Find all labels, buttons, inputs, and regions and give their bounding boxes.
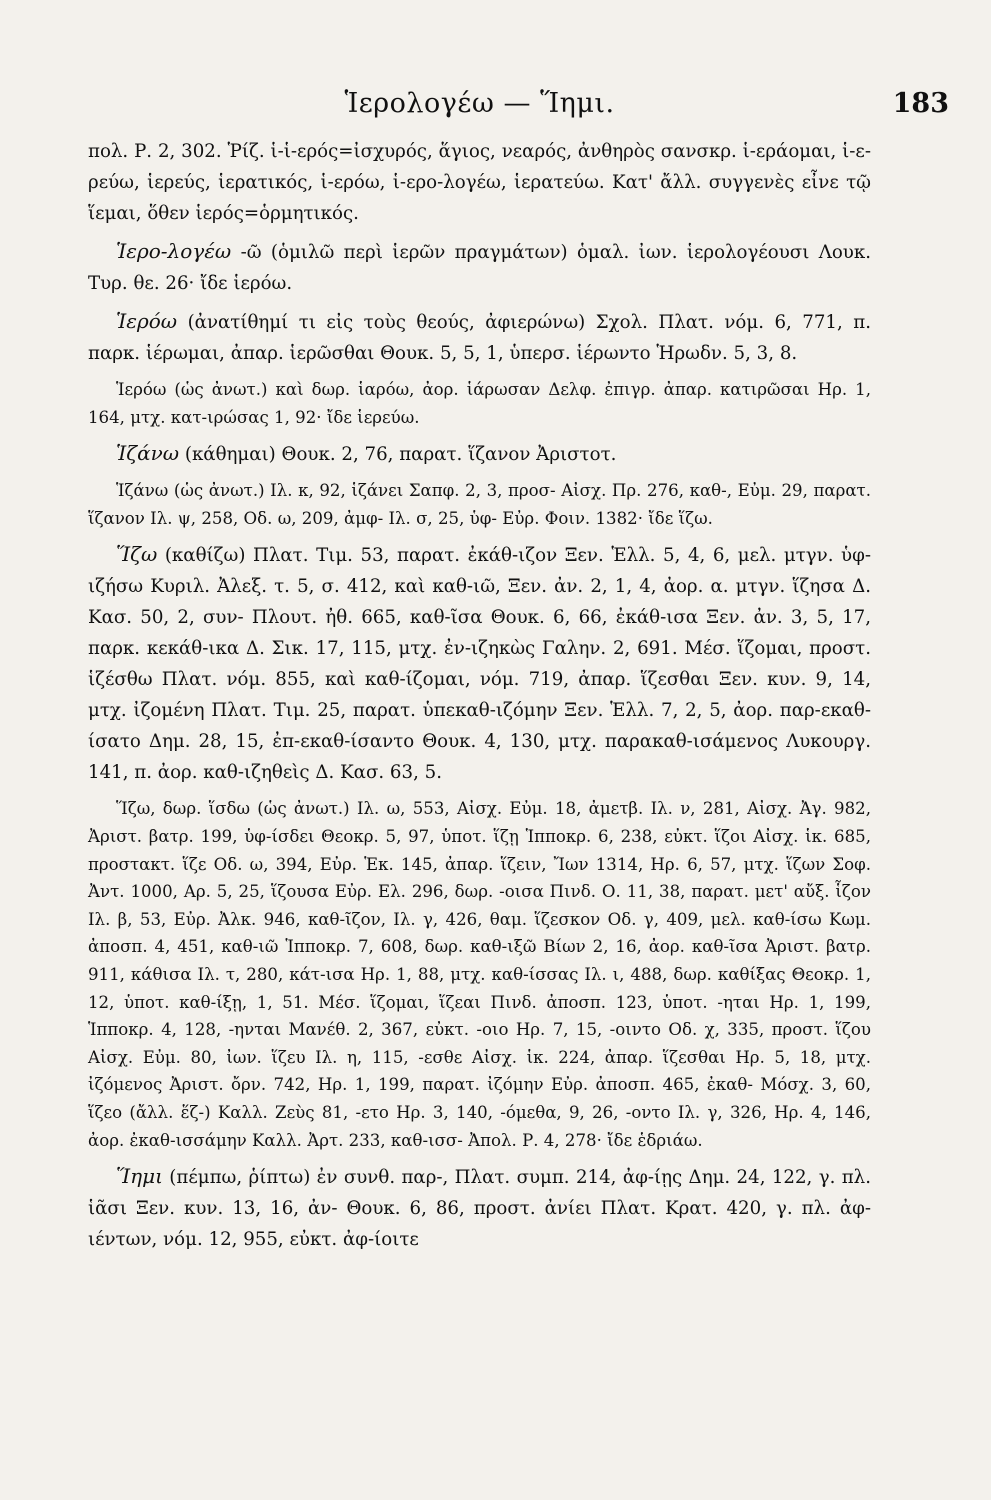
dictionary-entries <box>88 136 871 1255</box>
entry-text: (καθίζω) Πλατ. Τιμ. 53, παρατ. ἐκάθ-ιζον Ξεν. Ἑλλ. 5, 4, 6, μελ. μτγν. ὑφ-ιζήσω Κυριλ. Ἀλεξ. τ. 5, σ. 412, καὶ καθ-ιῶ, Ξεν. ἀν. 2, 1, 4, ἀορ. α. μτγν. ἵζησα Δ. Κασ. 50, 2, συν- Πλουτ. ἠθ. 665, καθ-ῖσα Θουκ. 6, 66, ἐκάθ-ισα Ξεν. ἀν. 3, 5, 17, παρκ. κεκάθ-ικα Δ. Σικ. 17, 115, μτχ. ἐν-ιζηκὼς Γαλην. 2, 691. Μέσ. ἵζομαι, προστ. ἱζέσθω Πλατ. νόμ. 855, καὶ καθ-ίζομαι, νόμ. 719, ἀπαρ. ἵζεσθαι Ξεν. κυν. 9, 14, μτχ. ἰζομένη Πλατ. Τιμ. 25, παρατ. ὑπεκαθ-ιζόμην Ξεν. Ἑλλ. 7, 2, 5, ἀορ. παρ-εκαθ-ίσατο Δημ. 28, 15, ἐπ-εκαθ-ίσαντο Θουκ. 4, 130, μτχ. παρακαθ-ισάμενος Λυκουργ. 141, π. ἀορ. καθ-ιζηθεὶς Δ. Κασ. 63, 5. <box>88 545 871 784</box>
entry-hizo-poetic <box>88 795 871 1154</box>
running-title: Ἱερολογέω — Ἵημι. <box>344 88 615 119</box>
entry-headword: Ἱερόω <box>116 309 178 333</box>
entry-hierologeo <box>88 236 871 299</box>
entry-hieroo-poetic <box>88 376 871 431</box>
entry-text: (πέμπω, ῥίπτω) ἐν συνθ. παρ-, Πλατ. συμπ. 214, ἀφ-ίῃς Δημ. 24, 122, γ. πλ. ἱᾶσι Ξεν. κυν. 13, 16, ἀν- Θουκ. 6, 86, προστ. ἀνίει Πλατ. Κρατ. 420, γ. πλ. ἀφ-ιέντων, νόμ. 12, 955, εὐκτ. ἀφ-ίοιτε <box>88 1167 871 1251</box>
entry-hizano <box>88 438 871 470</box>
entry-text: (κάθημαι) Θουκ. 2, 76, παρατ. ἵζανον Ἀριστοτ. <box>179 444 617 466</box>
entry-hieroo <box>88 306 871 369</box>
entry-text: πολ. Ρ. 2, 302. Ῥίζ. ἱ-ἱ-ερός=ἰσχυρός, ἅγιος, νεαρός, ἀνθηρὸς σανσκρ. ἱ-εράομαι, ἱ-ε-ρεύω, ἱερεύς, ἱερατικός, ἱ-ερόω, ἱ-ερο-λογέω, ἱερατεύω. Κατ' ἄλλ. συγγενὲς εἶνε τῷ ἵεμαι, ὅθεν ἱερός=ὁρμητικός. <box>88 141 871 224</box>
entry-headword: Ἱζάνω <box>116 441 180 466</box>
entry-continued <box>88 136 871 229</box>
entry-headword: Ἵημι <box>116 1164 163 1189</box>
entry-headword: Ἱερο-λογέω <box>116 239 232 263</box>
entry-text: (ἀνατίθημί τι εἰς τοὺς θεούς, ἀφιερώνω) Σχολ. Πλατ. νόμ. 6, 771, π. παρκ. ἱέρωμαι, ἀπαρ. ἱερῶσθαι Θουκ. 5, 5, 1, ὑπερσ. ἱέρωντο Ἡρωδν. 5, 3, 8. <box>88 312 871 364</box>
page-header <box>88 88 949 136</box>
entry-text: Ἱερόω (ὡς ἀνωτ.) καὶ δωρ. ἱαρόω, ἀορ. ἱάρωσαν Δελφ. ἐπιγρ. ἀπαρ. κατιρῶσαι Ηρ. 1, 164, μτχ. κατ-ιρώσας 1, 92· ἴδε ἱερεύω. <box>88 380 871 427</box>
entry-hizo <box>88 539 871 788</box>
entry-headword: Ἵζω <box>116 542 158 567</box>
entry-hiemi <box>88 1161 871 1255</box>
entry-text: Ἱζάνω (ὡς ἀνωτ.) Ιλ. κ, 92, ἱζάνει Σαπφ. 2, 3, προσ- Αἰσχ. Πρ. 276, καθ-, Εὐμ. 29, παρατ. ἵζανον Ιλ. ψ, 258, Οδ. ω, 209, ἀμφ- Ιλ. σ, 25, ὑφ- Εὐρ. Φοιν. 1382· ἴδε ἵζω. <box>88 481 871 528</box>
page-number: 183 <box>892 88 949 119</box>
entry-text: Ἵζω, δωρ. ἵσδω (ὡς ἀνωτ.) Ιλ. ω, 553, Αἰσχ. Εὐμ. 18, ἀμετβ. Ιλ. ν, 281, Αἰσχ. Ἀγ. 982, Ἀριστ. βατρ. 199, ὑφ-ίσδει Θεοκρ. 5, 97, ὑποτ. ἵζῃ Ἱπποκρ. 6, 238, εὐκτ. ἵζοι Αἰσχ. ἱκ. 685, προστακτ. ἵζε Οδ. ω, 394, Εὐρ. Ἑκ. 145, ἀπαρ. ἵζειν, Ἴων 1314, Ηρ. 6, 57, μτχ. ἵζων Σοφ. Ἀντ. 1000, Αρ. 5, 25, ἵζουσα Εὐρ. Ελ. 296, δωρ. -οισα Πινδ. Ο. 11, 38, παρατ. μετ' αὔξ. ἷζον Ιλ. β, 53, Εὐρ. Ἀλκ. 946, καθ-ῖζον, Ιλ. γ, 426, θαμ. ἵζεσκον Οδ. γ, 409, μελ. καθ-ίσω Κωμ. ἀποσπ. 4, 451, καθ-ιῶ Ἱπποκρ. 7, 608, δωρ. καθ-ιξῶ Βίων 2, 16, ἀορ. καθ-ῖσα Ἀριστ. βατρ. 911, κάθισα Ιλ. τ, 280, κάτ-ισα Ηρ. 1, 88, μτχ. καθ-ίσσας Ιλ. ι, 488, δωρ. καθίξας Θεοκρ. 1, 12, ὑποτ. καθ-ίξῃ, 1, 51. Μέσ. ἵζομαι, ἵζεαι Πινδ. ἀποσπ. 123, ὑποτ. -ηται Ηρ. 1, 199, Ἱπποκρ. 4, 128, -ηνται Μανέθ. 2, 367, εὐκτ. -οιο Ηρ. 7, 15, -οιντο Οδ. χ, 335, προστ. ἵζου Αἰσχ. Εὐμ. 80, ἰων. ἵζευ Ιλ. η, 115, -εσθε Αἰσχ. ἱκ. 224, ἀπαρ. ἵζεσθαι Ηρ. 5, 18, μτχ. ἰζόμενος Ἀριστ. ὄρν. 742, Ηρ. 1, 199, παρατ. ἰζόμην Εὐρ. ἀποσπ. 465, ἐκαθ- Μόσχ. 3, 60, ἵζεο (ἄλλ. ἕζ-) Καλλ. Ζεὺς 81, -ετο Ηρ. 3, 140, -όμεθα, 9, 26, -οντο Ιλ. γ, 326, Ηρ. 4, 146, ἀορ. ἐκαθ-ισσάμην Καλλ. Ἀρτ. 233, καθ-ισσ- Ἀπολ. Ρ. 4, 278· ἴδε ἑδριάω. <box>88 799 871 1150</box>
entry-text: -ῶ (ὁμιλῶ περὶ ἱερῶν πραγμάτων) ὁμαλ. ἰων. ἱερολογέουσι Λουκ. Τυρ. θε. 26· ἴδε ἱερόω. <box>88 242 871 294</box>
entry-hizano-poetic <box>88 477 871 532</box>
